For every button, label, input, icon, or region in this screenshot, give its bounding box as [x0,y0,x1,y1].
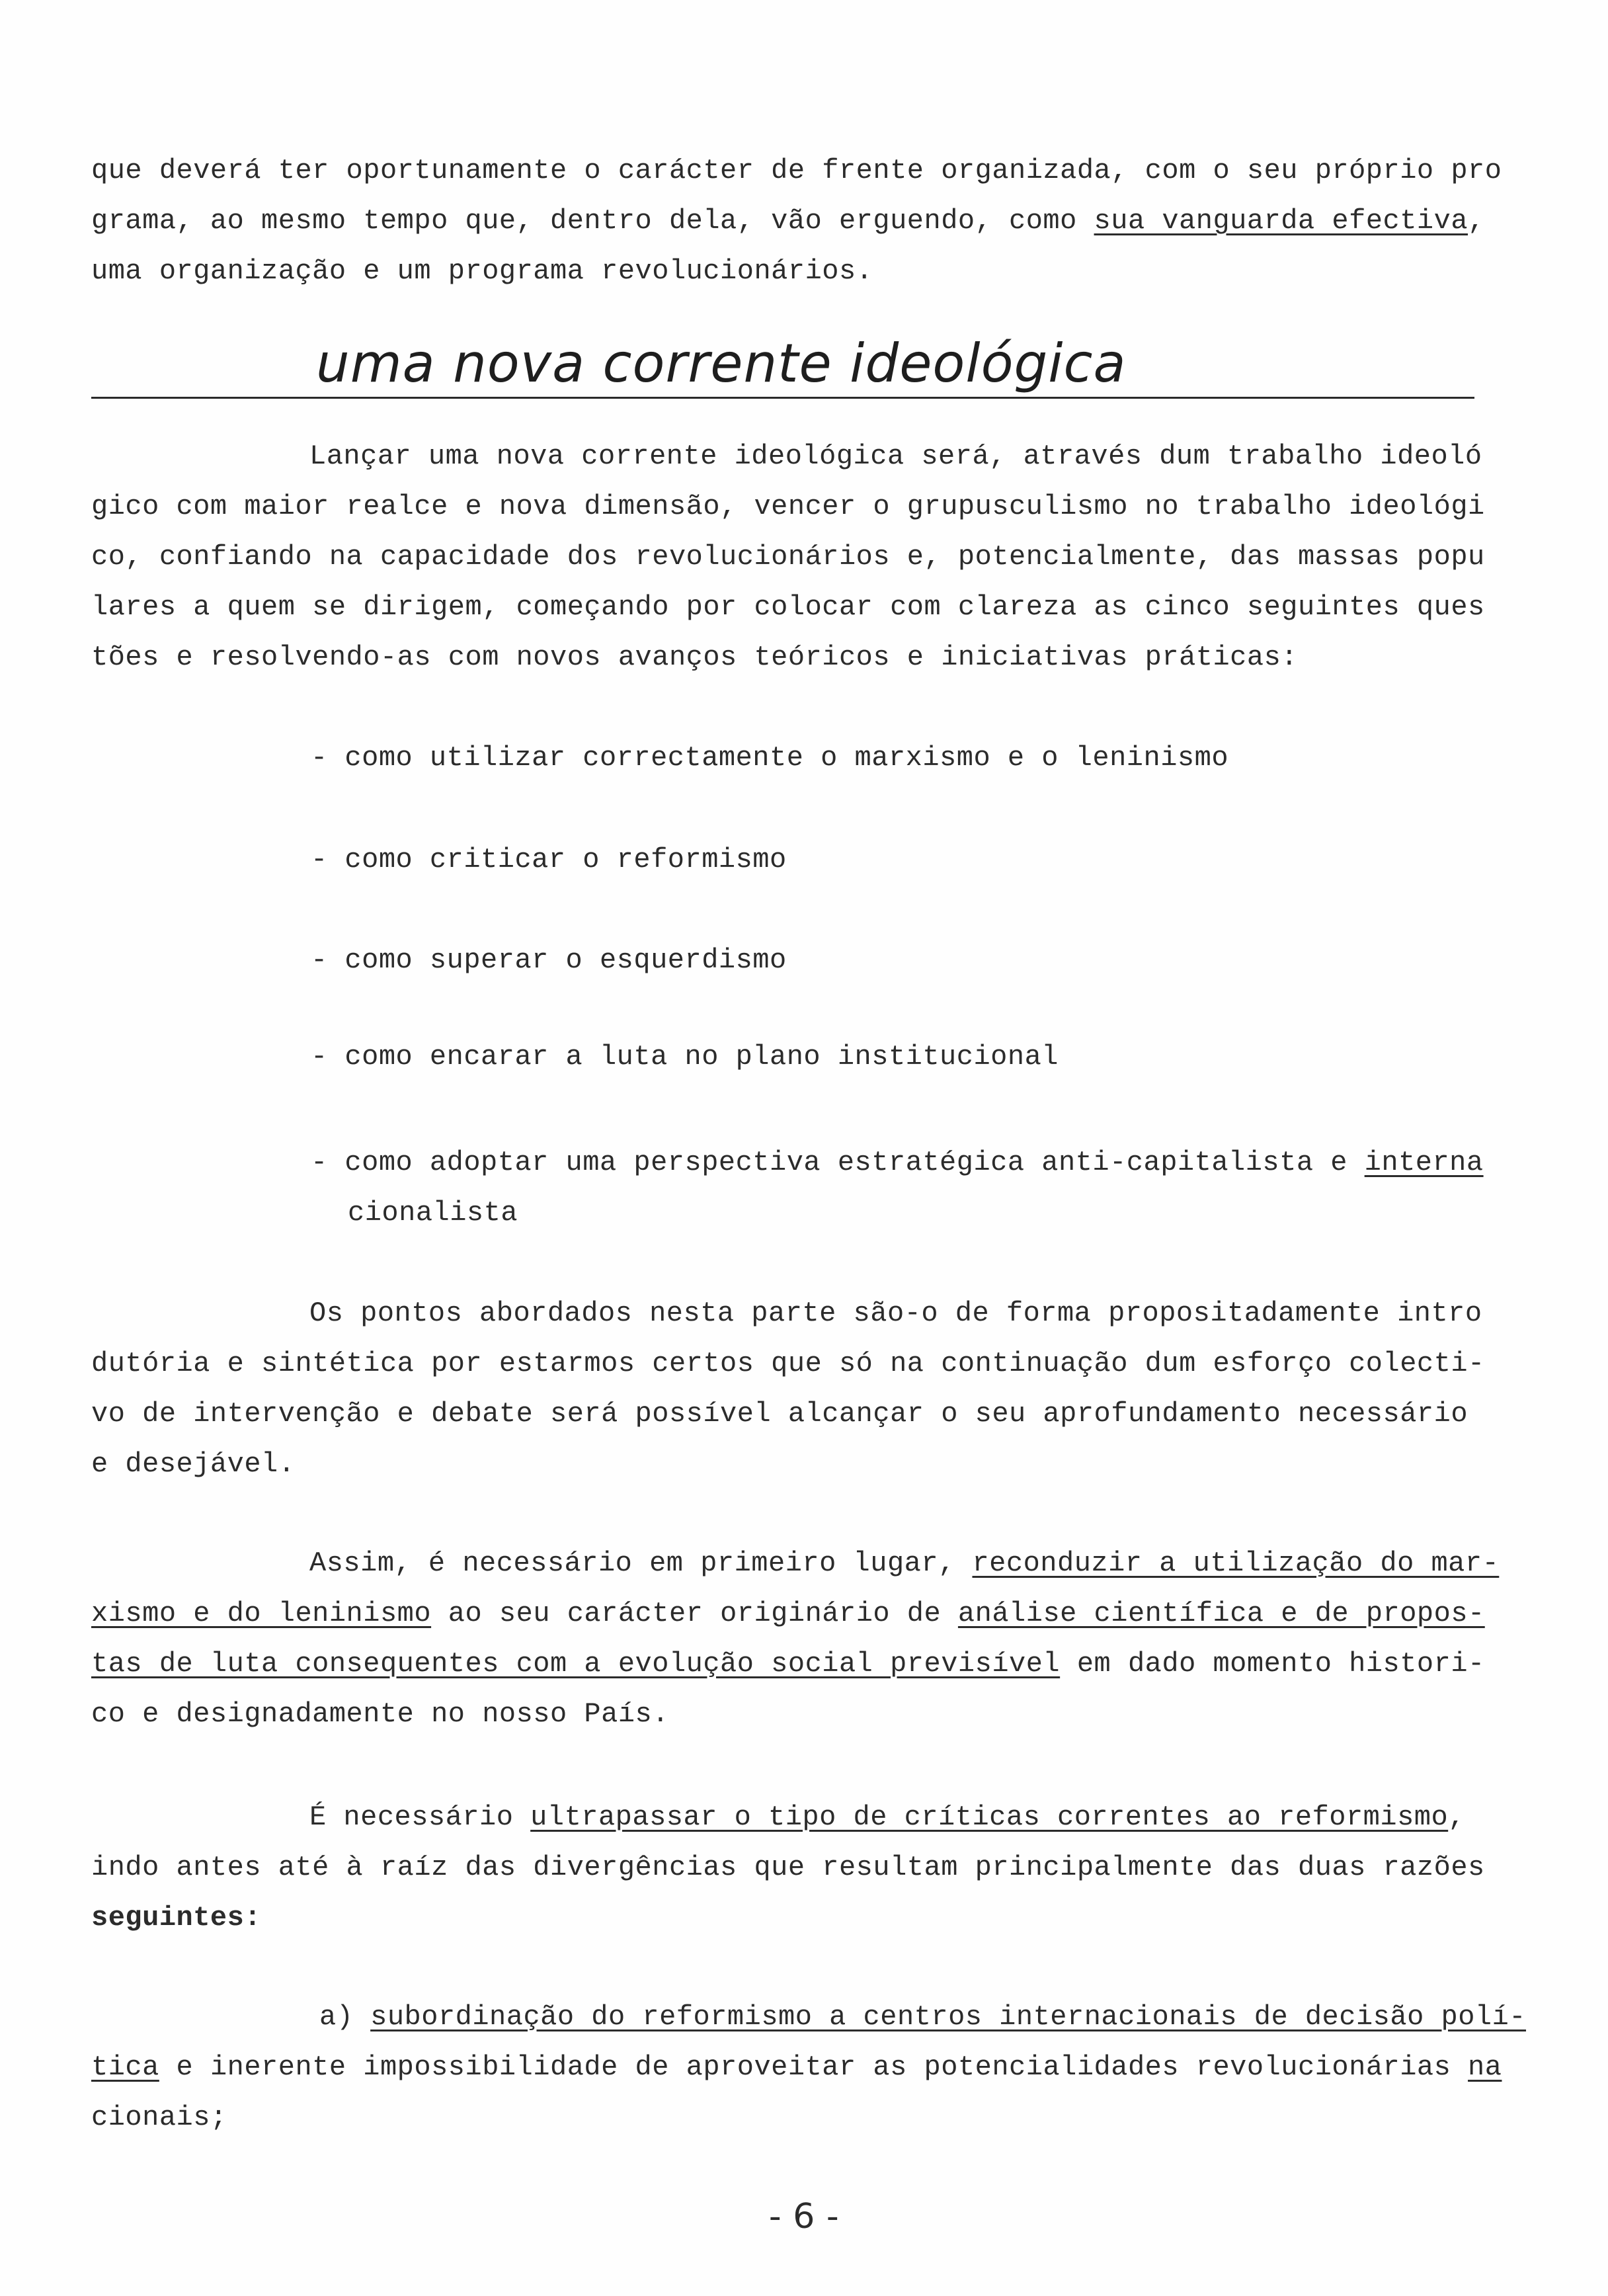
text-line: co e designadamente no nosso País. [91,1698,669,1730]
text-line: xismo e do leninismo ao seu carácter originário de análise científica e de propos- [91,1598,1485,1629]
text-line: seguintes: [91,1902,262,1934]
paragraph-3 [91,1538,1500,1739]
text-line: vo de intervenção e debate será possível alcançar o seu aprofundamento necessário [91,1398,1468,1430]
text-line: tas de luta consequentes com a evolução social previsível em dado momento histori- [91,1648,1485,1680]
list-item: - como encarar a luta no plano institucional [311,1041,1059,1073]
text-line: lares a quem se dirigem, começando por colocar com clareza as cinco seguintes ques [91,591,1485,623]
underlined-phrase: interna [1364,1147,1484,1178]
underlined-phrase: reconduzir a utilização do mar- [972,1547,1500,1579]
underlined-phrase: análise científica e de propos- [957,1598,1485,1629]
text-line: co, confiando na capacidade dos revolucionários e, potencialmente, das massas popu [91,541,1485,573]
text-line: gico com maior realce e nova dimensão, vencer o grupusculismo no trabalho ideológi [91,491,1485,522]
underlined-phrase: subordinação do reformismo a centros internacionais de decisão polí- [370,2001,1527,2033]
section-heading: uma nova corrente ideológica [316,333,1127,394]
section-heading-rule [91,331,1474,399]
text-line: tica e inerente impossibilidade de aproveitar as potencialidades revolucionárias na [91,2051,1502,2083]
underlined-phrase: tica [91,2051,159,2083]
text-line: que deverá ter oportunamente o carácter de frente organizada, com o seu próprio pro [91,155,1502,186]
intro-paragraph [91,145,1502,296]
underlined-phrase: xismo e do leninismo [91,1598,432,1629]
text-line: Assim, é necessário em primeiro lugar, reconduzir a utilização do mar- [309,1547,1500,1579]
list-item: - como adoptar uma perspectiva estratégica anti-capitalista e interna cionalista [311,1147,1484,1229]
underlined-phrase: ultrapassar o tipo de críticas correntes ao reformismo [530,1801,1449,1833]
paragraph-1 [91,431,1485,682]
text-line: Os pontos abordados nesta parte são-o de forma propositadamente intro [309,1297,1482,1329]
underlined-phrase: na [1468,2051,1502,2083]
text-line: a) subordinação do reformismo a centros internacionais de decisão polí- [319,2001,1527,2033]
text-line: uma organização e um programa revolucionários. [91,255,873,287]
text-line: indo antes até à raíz das divergências que resultam principalmente das duas razões [91,1852,1485,1883]
list-item: - como criticar o reformismo [311,844,787,876]
text-line: grama, ao mesmo tempo que, dentro dela, vão erguendo, como sua vanguarda efectiva, [91,205,1485,237]
page-number: - 6 - [768,2197,840,2236]
text-line: Lançar uma nova corrente ideológica será, através dum trabalho ideoló [309,440,1482,472]
text-line: É necessário ultrapassar o tipo de críticas correntes ao reformismo, [309,1801,1465,1833]
list-item: - como utilizar correctamente o marxismo e o leninismo [311,742,1229,774]
text-line: tões e resolvendo-as com novos avanços teóricos e iniciativas práticas: [91,641,1298,673]
text-line: cionais; [91,2102,227,2133]
underlined-phrase: sua vanguarda efectiva [1094,205,1468,237]
text-line: e desejável. [91,1448,296,1480]
underlined-phrase: tas de luta consequentes com a evolução social previsível [91,1648,1061,1680]
paragraph-2 [91,1288,1485,1489]
paragraph-4 [91,1792,1485,1943]
list-item: - como superar o esquerdismo [311,944,787,976]
paragraph-a [91,1992,1527,2143]
text-line: dutória e sintética por estarmos certos que só na continuação dum esforço colecti- [91,1348,1485,1379]
